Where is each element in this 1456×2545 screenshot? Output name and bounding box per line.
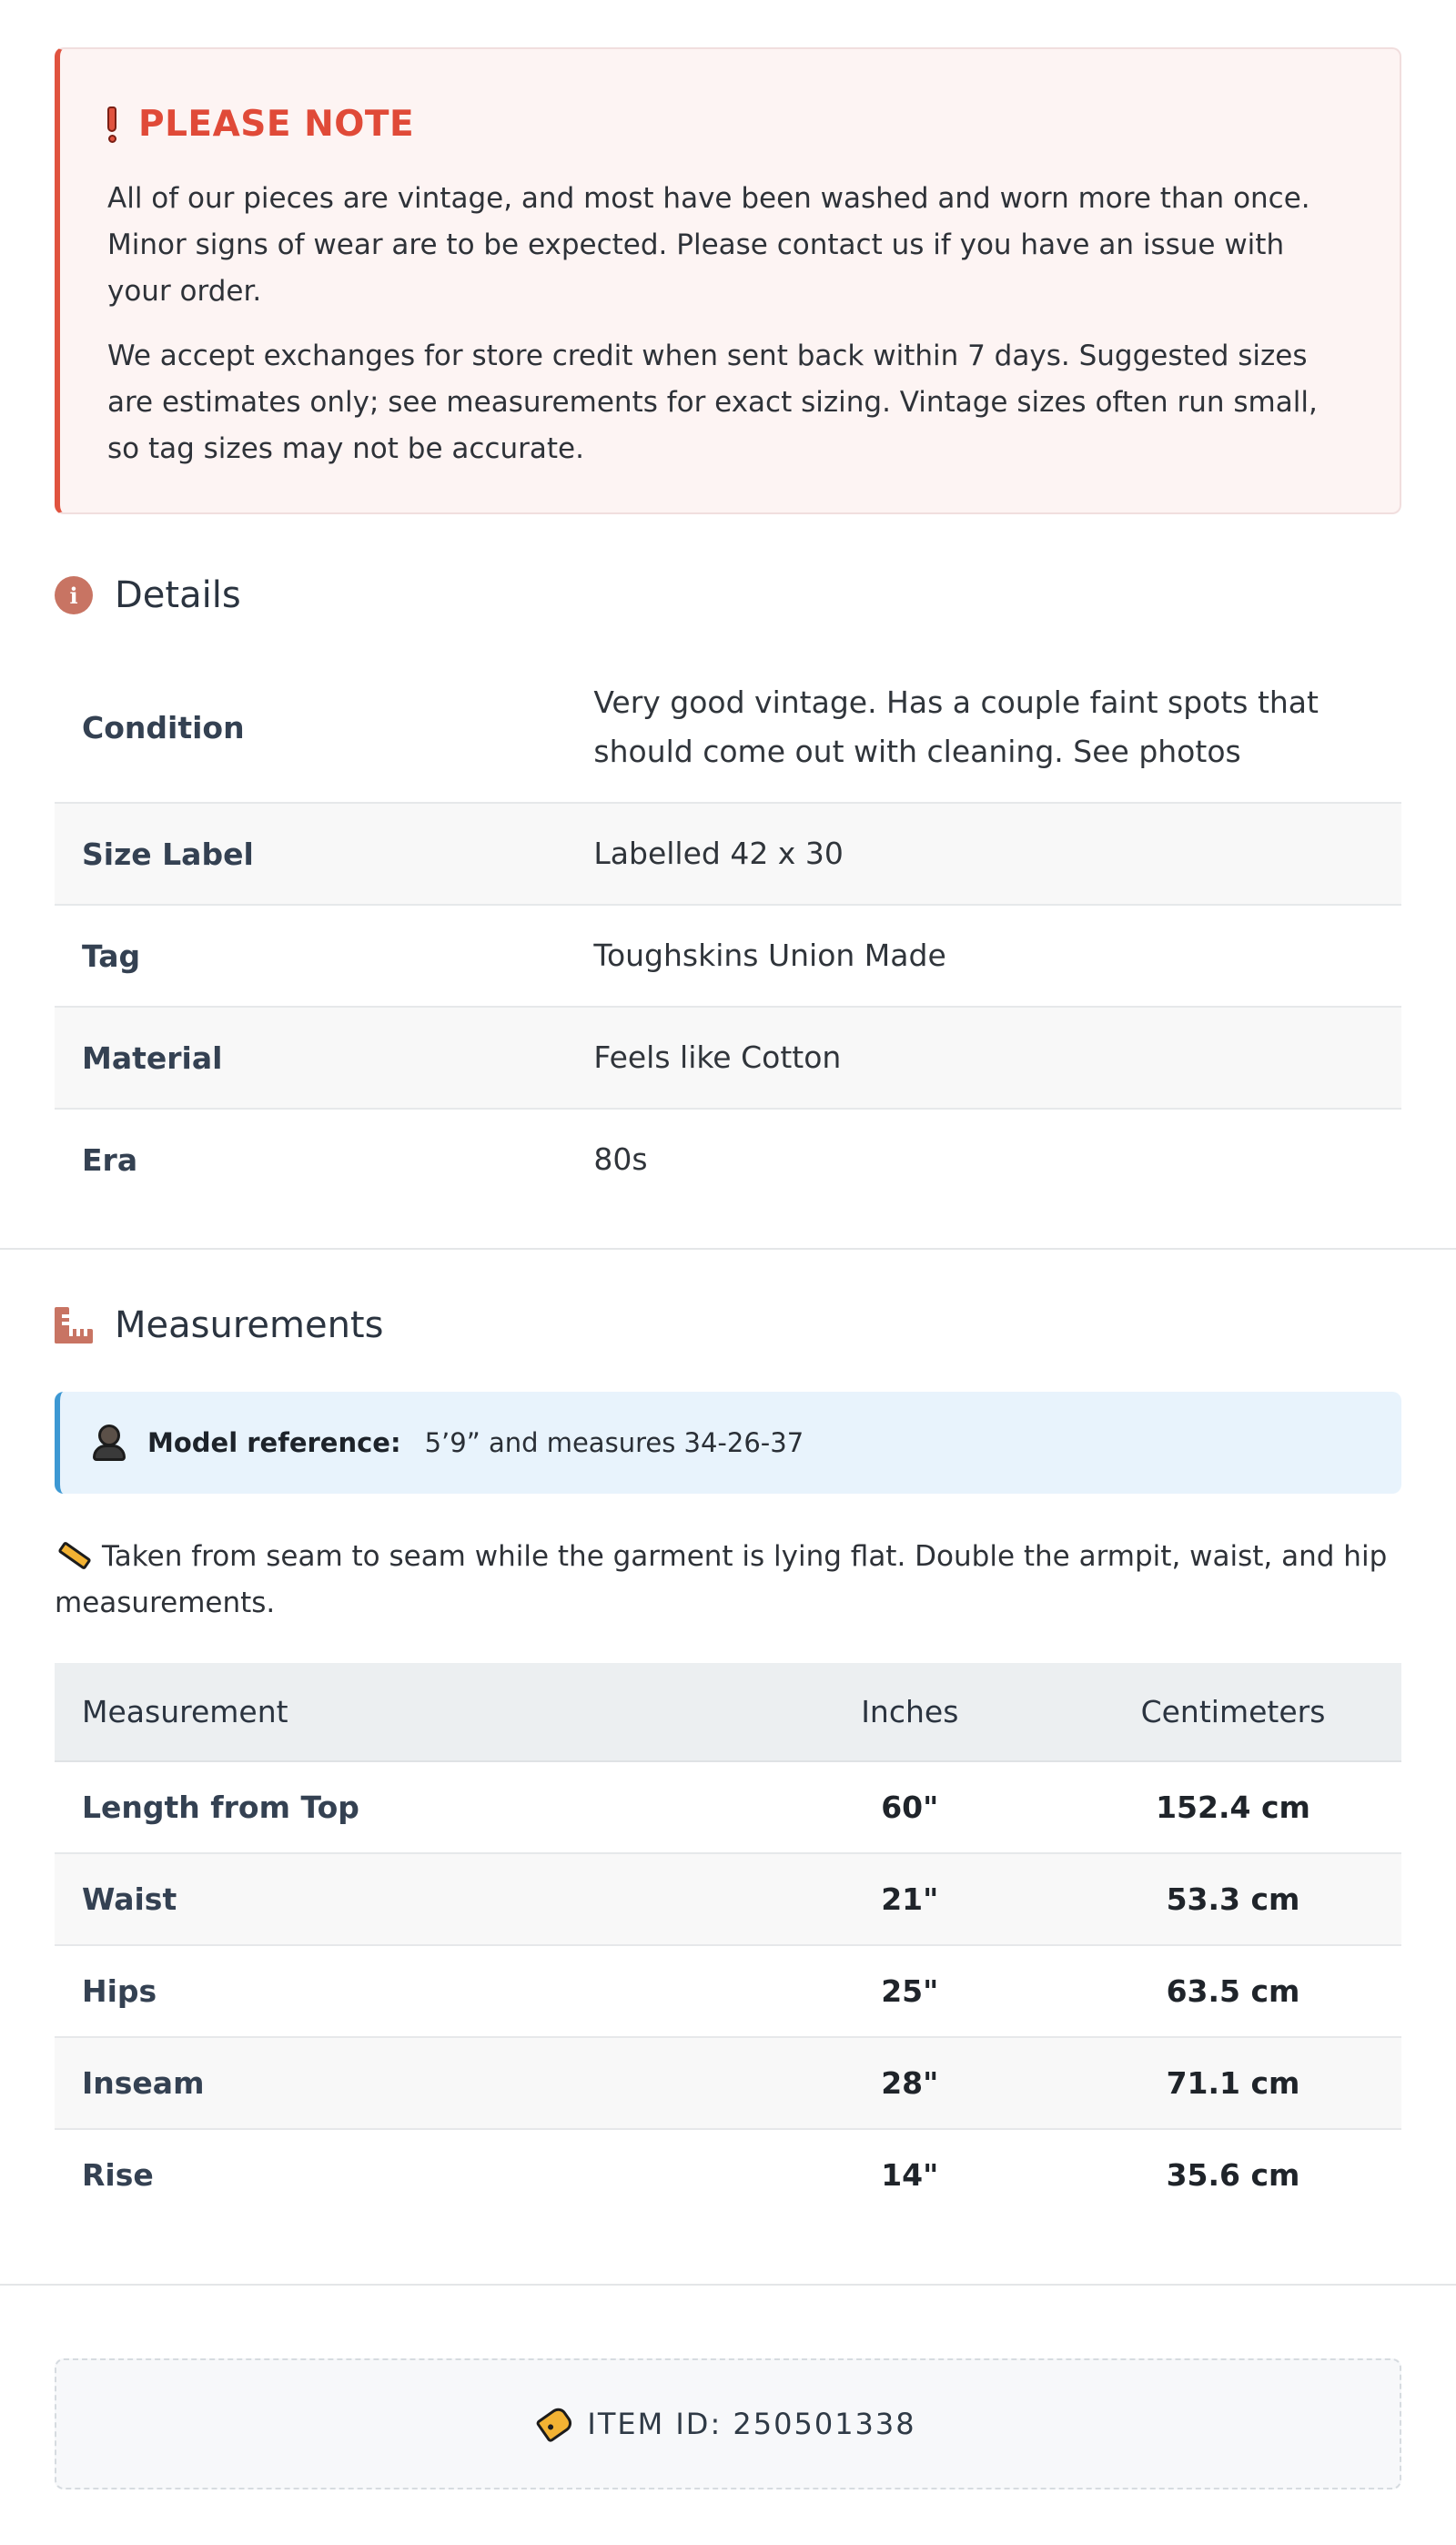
table-row <box>55 803 1401 905</box>
measurement-inches: 60" <box>755 1761 1065 1853</box>
model-reference-value: 5’9” and measures 34-26-37 <box>424 1427 804 1458</box>
detail-value: Very good vintage. Has a couple faint spots that should come out with cleaning. See photos <box>566 653 1401 803</box>
column-header: Inches <box>755 1663 1065 1761</box>
measurement-instructions <box>55 1534 1401 1627</box>
measurement-name: Length from Top <box>55 1761 755 1853</box>
measurement-cm: 53.3 cm <box>1065 1853 1401 1945</box>
table-row <box>55 653 1401 803</box>
item-id-text: ITEM ID: 250501338 <box>587 2407 916 2441</box>
notice-title-text: PLEASE NOTE <box>138 104 415 145</box>
detail-label: Tag <box>55 905 566 1007</box>
item-id-box <box>55 2358 1401 2489</box>
notice-paragraph-1: All of our pieces are vintage, and most have been washed and worn more than once. Minor signs of wear are to be expected. Please contact us if you have an issue with your order. <box>107 182 1310 308</box>
product-info-page <box>0 0 1456 1210</box>
exclamation-icon <box>107 106 116 143</box>
measurements-heading <box>55 1304 1401 1346</box>
item-id-section <box>0 2358 1456 2489</box>
measurement-inches: 21" <box>755 1853 1065 1945</box>
measurements-section <box>0 1304 1456 2220</box>
measurement-inches: 28" <box>755 2037 1065 2129</box>
table-row <box>55 1007 1401 1109</box>
detail-label: Material <box>55 1007 566 1109</box>
instructions-text: Taken from seam to seam while the garment is lying flat. Double the armpit, waist, and hip measurements. <box>55 1540 1388 1619</box>
measurement-name: Hips <box>55 1945 755 2037</box>
ruler-icon <box>55 1307 93 1343</box>
measurement-cm: 35.6 cm <box>1166 2157 1300 2193</box>
table-row <box>55 1853 1401 1945</box>
detail-label: Size Label <box>55 803 566 905</box>
measurement-name: Waist <box>55 1853 755 1945</box>
table-row <box>55 1945 1401 2037</box>
table-row <box>55 2037 1401 2129</box>
info-icon: i <box>55 576 93 614</box>
table-row <box>55 905 1401 1007</box>
measurement-name: Rise <box>82 2157 154 2193</box>
detail-value: 80s <box>593 1141 648 1177</box>
please-note-box <box>55 47 1401 514</box>
measurements-table <box>55 1663 1401 2220</box>
table-row <box>55 1761 1401 1853</box>
measurement-inches: 25" <box>755 1945 1065 2037</box>
section-divider <box>0 2284 1456 2286</box>
detail-label: Era <box>82 1141 138 1178</box>
column-header: Centimeters <box>1065 1663 1401 1761</box>
notice-title <box>107 104 1352 145</box>
model-reference-box <box>55 1392 1401 1494</box>
measurement-cm: 152.4 cm <box>1065 1761 1401 1853</box>
table-header-row <box>55 1663 1401 1761</box>
pencil-icon <box>57 1540 92 1569</box>
detail-value: Feels like Cotton <box>566 1007 1401 1109</box>
model-reference-label: Model reference: <box>147 1427 401 1458</box>
measurements-heading-text: Measurements <box>115 1304 384 1346</box>
table-row <box>55 1109 1401 1210</box>
label-tag-icon <box>535 2405 575 2443</box>
column-header: Measurement <box>55 1663 755 1761</box>
detail-value: Toughskins Union Made <box>566 905 1401 1007</box>
detail-label: Condition <box>55 653 566 803</box>
measurement-inches: 14" <box>881 2157 939 2193</box>
measurement-cm: 63.5 cm <box>1065 1945 1401 2037</box>
detail-value: Labelled 42 x 30 <box>566 803 1401 905</box>
measurement-name: Inseam <box>55 2037 755 2129</box>
details-table <box>55 653 1401 1210</box>
details-heading-text: Details <box>115 574 241 616</box>
details-heading <box>55 574 1401 616</box>
measurement-cm: 71.1 cm <box>1065 2037 1401 2129</box>
table-row <box>55 2129 1401 2220</box>
notice-paragraph-2: We accept exchanges for store credit when sent back within 7 days. Suggested sizes are estimates only; see measurements for exact sizing. Vintage sizes often run small, so tag sizes may not be accurate. <box>107 340 1318 465</box>
person-icon <box>91 1425 127 1461</box>
section-divider <box>0 1248 1456 1250</box>
